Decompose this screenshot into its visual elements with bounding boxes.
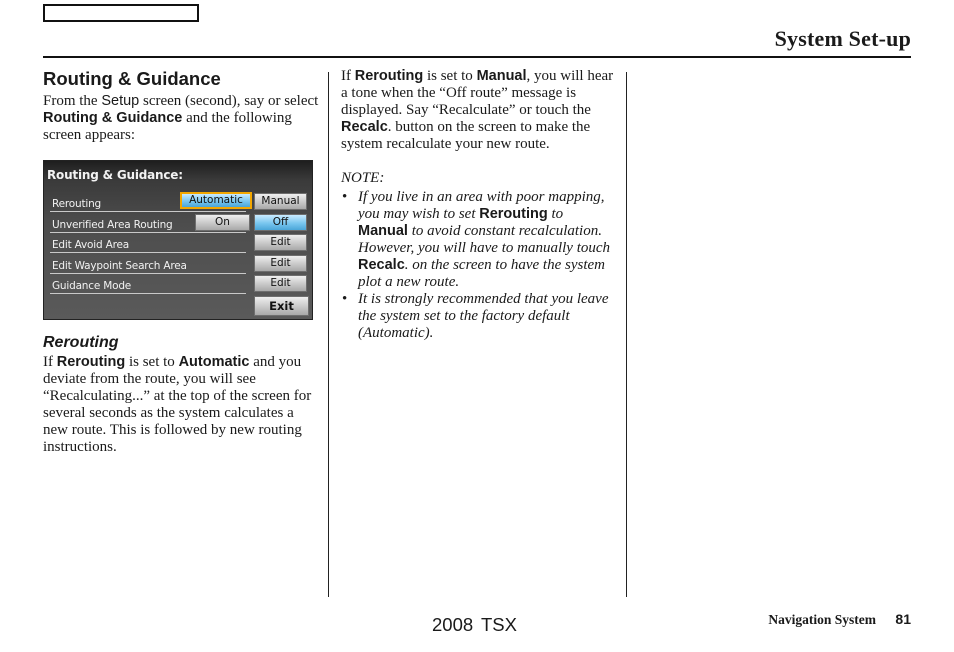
section-heading: Routing & Guidance (43, 68, 221, 89)
footer-section-name: Navigation System (768, 612, 876, 627)
screen-title: Routing & Guidance: (47, 168, 183, 182)
manual-term: Manual (358, 223, 408, 239)
off-button[interactable]: Off (254, 214, 307, 231)
bullet-icon: • (342, 189, 348, 205)
rerouting-term: Rerouting (479, 206, 548, 222)
row-label: Edit Waypoint Search Area (52, 260, 187, 272)
title-rule (43, 56, 911, 58)
note-list (341, 189, 616, 342)
manual-text-1: If (341, 68, 355, 84)
recalc-term: Recalc (341, 119, 388, 135)
on-button[interactable]: On (195, 214, 250, 231)
rerouting-text-1: If (43, 354, 57, 370)
note1-text-1: If you live in an area with poor mapping, you may wish to set (358, 189, 605, 222)
edit-avoid-area-button[interactable]: Edit (254, 234, 307, 251)
routing-guidance-term: Routing & Guidance (43, 110, 183, 126)
row-underline (50, 252, 246, 253)
note1-text-3: to avoid constant recalculation. However, you will have to manually touch (358, 223, 611, 256)
intro-text-2: screen (second), say or select (139, 93, 319, 109)
recalc-term: Recalc (358, 257, 405, 273)
page-title: System Set-up (774, 26, 911, 51)
note1-text-4: . on the screen to have the system plot a new route. (358, 257, 605, 290)
row-underline (50, 211, 246, 212)
automatic-button[interactable]: Automatic (180, 192, 252, 209)
rerouting-subheading: Rerouting (43, 334, 119, 351)
row-edit-avoid-area (50, 233, 246, 253)
manual-paragraph (341, 68, 616, 153)
manual-text-3: , you will hear a tone when the “Off route” message is displayed. Say “Recalculate” or touch the (341, 68, 614, 118)
rerouting-text-3: and you deviate from the route, you will see “Recalculating...” at the top of the screen for several seconds as the system calculates a new route. This is followed by new routing instructions. (43, 354, 312, 455)
manual-button[interactable]: Manual (254, 193, 307, 210)
intro-text-1: From the (43, 93, 102, 109)
manual-term: Manual (476, 68, 527, 84)
edit-guidance-mode-button[interactable]: Edit (254, 275, 307, 292)
note-item-2 (341, 291, 616, 342)
row-edit-waypoint-search-area (50, 254, 246, 274)
footer-model: 2008 TSX (432, 614, 517, 635)
column-divider-2 (626, 72, 627, 597)
manual-text-4: . button on the screen to make the system recalculate your new route. (341, 119, 591, 152)
middle-column (341, 68, 616, 342)
row-guidance-mode (50, 274, 246, 294)
left-column (43, 68, 321, 456)
intro-paragraph (43, 93, 321, 144)
row-label: Rerouting (52, 198, 102, 210)
note2-text: It is strongly recommended that you leave the system set to the factory default (Automatic). (358, 291, 609, 341)
note-item-1 (341, 189, 616, 291)
routing-guidance-screen (43, 160, 313, 320)
edit-waypoint-search-area-button[interactable]: Edit (254, 255, 307, 272)
manual-text-2: is set to (423, 68, 477, 84)
rerouting-term: Rerouting (56, 354, 126, 370)
row-label: Edit Avoid Area (52, 239, 129, 251)
intro-text-3: and the following screen appears: (43, 110, 292, 143)
bullet-icon: • (342, 291, 348, 307)
row-label: Unverified Area Routing (52, 219, 173, 231)
page-number: 81 (895, 611, 911, 627)
setup-term: Setup (101, 93, 140, 109)
row-label: Guidance Mode (52, 280, 132, 292)
row-underline (50, 293, 246, 294)
rerouting-paragraph (43, 354, 321, 456)
header-tab-box (43, 4, 199, 22)
exit-button[interactable]: Exit (254, 296, 309, 316)
note1-text-2: to (547, 206, 564, 222)
rerouting-term: Rerouting (354, 68, 424, 84)
column-divider-1 (328, 72, 329, 597)
note-label: NOTE: (341, 170, 385, 186)
automatic-term: Automatic (178, 354, 250, 370)
rerouting-text-2: is set to (125, 354, 179, 370)
